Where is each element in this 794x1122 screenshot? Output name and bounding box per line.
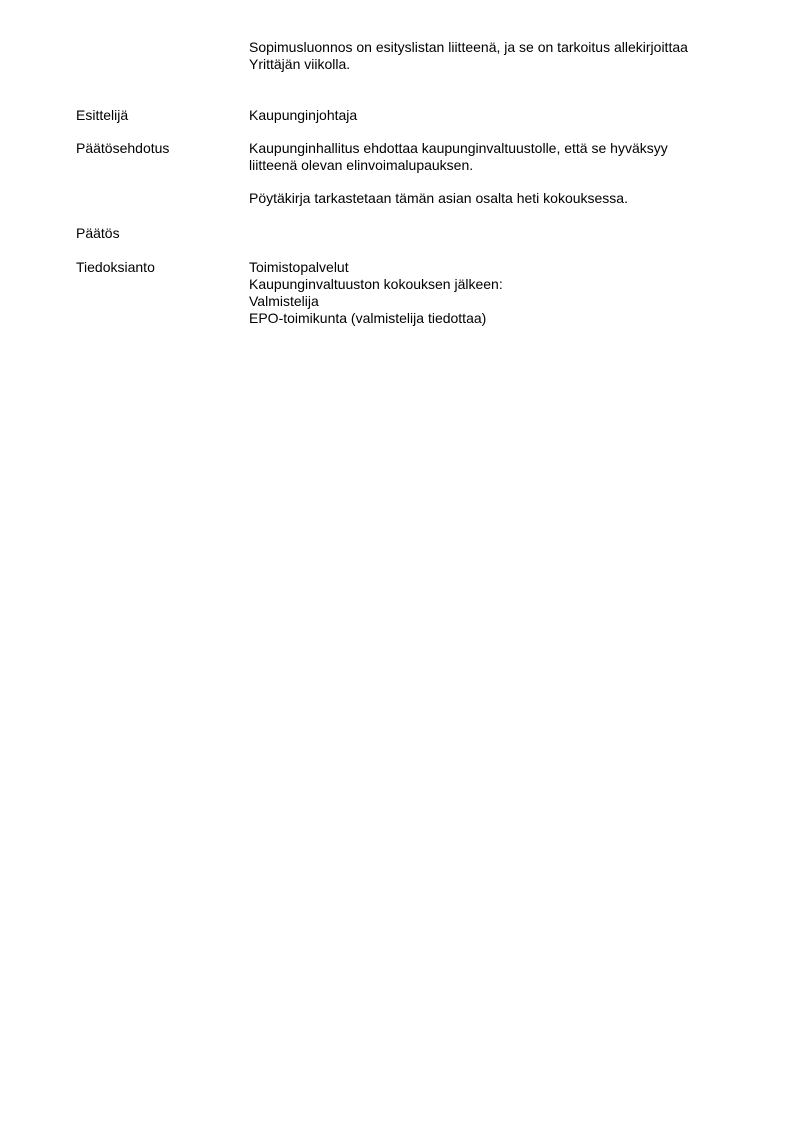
intro-line-2: Yrittäjän viikolla.	[249, 56, 351, 72]
intro-line-1: Sopimusluonnos on esityslistan liitteenä, ja se on tarkoitus allekirjoittaa	[249, 39, 688, 55]
esittelija-value-text: Kaupunginjohtaja	[249, 107, 358, 123]
paatosehdotus-label: Päätösehdotus	[76, 140, 170, 156]
esittelija-value	[249, 107, 729, 124]
tiedoksianto-item-3: Valmistelija	[249, 293, 319, 309]
tiedoksianto-list	[249, 259, 729, 327]
paatosehdotus-line-3: Pöytäkirja tarkastetaan tämän asian osalta heti kokouksessa.	[249, 190, 628, 206]
paatosehdotus-paragraph-1	[249, 140, 729, 174]
esittelija-label: Esittelijä	[76, 107, 129, 123]
paatosehdotus-paragraph-2	[249, 190, 729, 207]
intro-paragraph	[249, 39, 729, 73]
tiedoksianto-item-2: Kaupunginvaltuuston kokouksen jälkeen:	[249, 276, 503, 292]
tiedoksianto-item-4: EPO-toimikunta (valmistelija tiedottaa)	[249, 310, 487, 326]
paatosehdotus-line-1: Kaupunginhallitus ehdottaa kaupunginvaltuustolle, että se hyväksyy	[249, 140, 668, 156]
tiedoksianto-label: Tiedoksianto	[76, 259, 155, 275]
tiedoksianto-item-1: Toimistopalvelut	[249, 259, 349, 275]
paatosehdotus-line-2: liitteenä olevan elinvoimalupauksen.	[249, 157, 474, 173]
paatos-label: Päätös	[76, 225, 120, 241]
